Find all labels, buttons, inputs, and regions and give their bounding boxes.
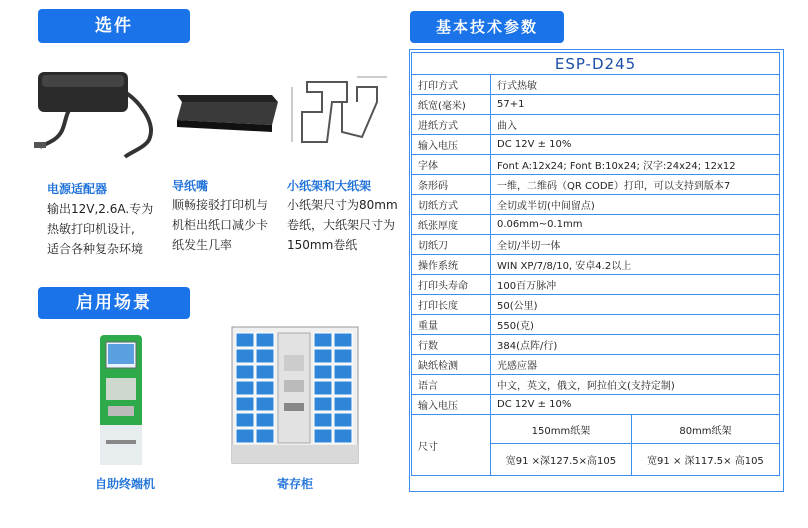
options-header: 选件 (38, 9, 190, 43)
spec-key: 字体 (412, 155, 491, 175)
spec-value: 全切或半切(中间留点) (491, 195, 780, 215)
spec-key: 条形码 (412, 175, 491, 195)
spec-key: 重量 (412, 315, 491, 335)
spec-value: 57+1 (491, 95, 780, 115)
desc-line: 纸发生几率 (172, 238, 233, 252)
desc-line: 机柜出纸口减少卡 (172, 218, 269, 232)
table-row (412, 135, 780, 155)
application-label-locker: 寄存柜 (276, 477, 313, 491)
spec-key: 纸张厚度 (412, 215, 491, 235)
table-row (412, 375, 780, 395)
spec-key: 切纸刀 (412, 235, 491, 255)
table-row (412, 255, 780, 275)
table-row (412, 115, 780, 135)
spec-key: 操作系统 (412, 255, 491, 275)
spec-key: 进纸方式 (412, 115, 491, 135)
table-row (412, 355, 780, 375)
power-adapter-image (30, 62, 160, 162)
spec-value: WIN XP/7/8/10, 安卓4.2以上 (491, 255, 780, 275)
spec-key: 输入电压 (412, 135, 491, 155)
table-row (412, 75, 780, 95)
desc-line: 顺畅接驳打印机与 (172, 198, 269, 212)
option-desc-paper-guide (172, 195, 268, 255)
table-row (412, 215, 780, 235)
size-col-header-150: 150mm纸架 (491, 415, 632, 444)
spec-key: 输入电压 (412, 395, 491, 415)
spec-value: 50(公里) (491, 295, 780, 315)
option-title-paper-guide: 导纸嘴 (172, 179, 209, 193)
spec-value: 一维，二维码（QR CODE）打印，可以支持到版本7 (491, 175, 780, 195)
applications-header: 启用场景 (38, 287, 190, 319)
table-row (412, 395, 780, 415)
desc-line: 适合各种复杂环境 (47, 242, 144, 256)
locker-image (230, 325, 360, 465)
desc-line: 输出12V,2.6A.专为 (47, 202, 154, 216)
table-row (412, 235, 780, 255)
spec-table (411, 52, 780, 476)
spec-value: 中文，英文，俄文，阿拉伯文(支持定制) (491, 375, 780, 395)
spec-key: 打印方式 (412, 75, 491, 95)
spec-key: 打印头寿命 (412, 275, 491, 295)
option-desc-paper-holder (287, 195, 398, 255)
table-row (412, 95, 780, 115)
spec-value: 曲入 (491, 115, 780, 135)
spec-value: DC 12V ± 10% (491, 135, 780, 155)
spec-value: 光感应器 (491, 355, 780, 375)
model-name: ESP-D245 (412, 53, 780, 75)
table-row (412, 195, 780, 215)
spec-key: 尺寸 (412, 415, 491, 476)
table-row (412, 295, 780, 315)
size-value-150: 宽91 ×深127.5×高105 (491, 444, 632, 476)
spec-key: 纸宽(毫米) (412, 95, 491, 115)
application-label-kiosk: 自助终端机 (94, 477, 155, 491)
paper-holder-image (287, 72, 397, 152)
desc-line: 150mm卷纸 (287, 238, 358, 252)
option-desc-power-adapter (47, 199, 153, 259)
spec-value: 100百万脉冲 (491, 275, 780, 295)
option-title-power-adapter: 电源适配器 (47, 182, 108, 196)
spec-value: 550(克) (491, 315, 780, 335)
spec-value: 全切/半切一体 (491, 235, 780, 255)
table-row (412, 415, 780, 444)
desc-line: 小纸架尺寸为80mm (287, 198, 398, 212)
spec-key: 打印长度 (412, 295, 491, 315)
table-row (412, 275, 780, 295)
spec-value: DC 12V ± 10% (491, 395, 780, 415)
table-row (412, 175, 780, 195)
spec-value: 行式热敏 (491, 75, 780, 95)
size-value-80: 宽91 × 深117.5× 高105 (631, 444, 779, 476)
size-col-header-80: 80mm纸架 (631, 415, 779, 444)
table-row (412, 155, 780, 175)
desc-line: 热敏打印机设计, (47, 222, 135, 236)
spec-value: 384(点阵/行) (491, 335, 780, 355)
specs-header: 基本技术参数 (410, 11, 564, 43)
spec-value: Font A:12x24; Font B:10x24; 汉字:24x24; 12x12 (491, 155, 780, 175)
spec-key: 切纸方式 (412, 195, 491, 215)
spec-value: 0.06mm~0.1mm (491, 215, 780, 235)
table-row (412, 315, 780, 335)
kiosk-image (88, 330, 158, 470)
spec-key: 缺纸检测 (412, 355, 491, 375)
desc-line: 卷纸，大纸架尺寸为 (287, 218, 396, 232)
spec-key: 语言 (412, 375, 491, 395)
option-title-paper-holder: 小纸架和大纸架 (287, 179, 372, 193)
spec-key: 行数 (412, 335, 491, 355)
table-row (412, 335, 780, 355)
paper-guide-image (172, 90, 282, 140)
